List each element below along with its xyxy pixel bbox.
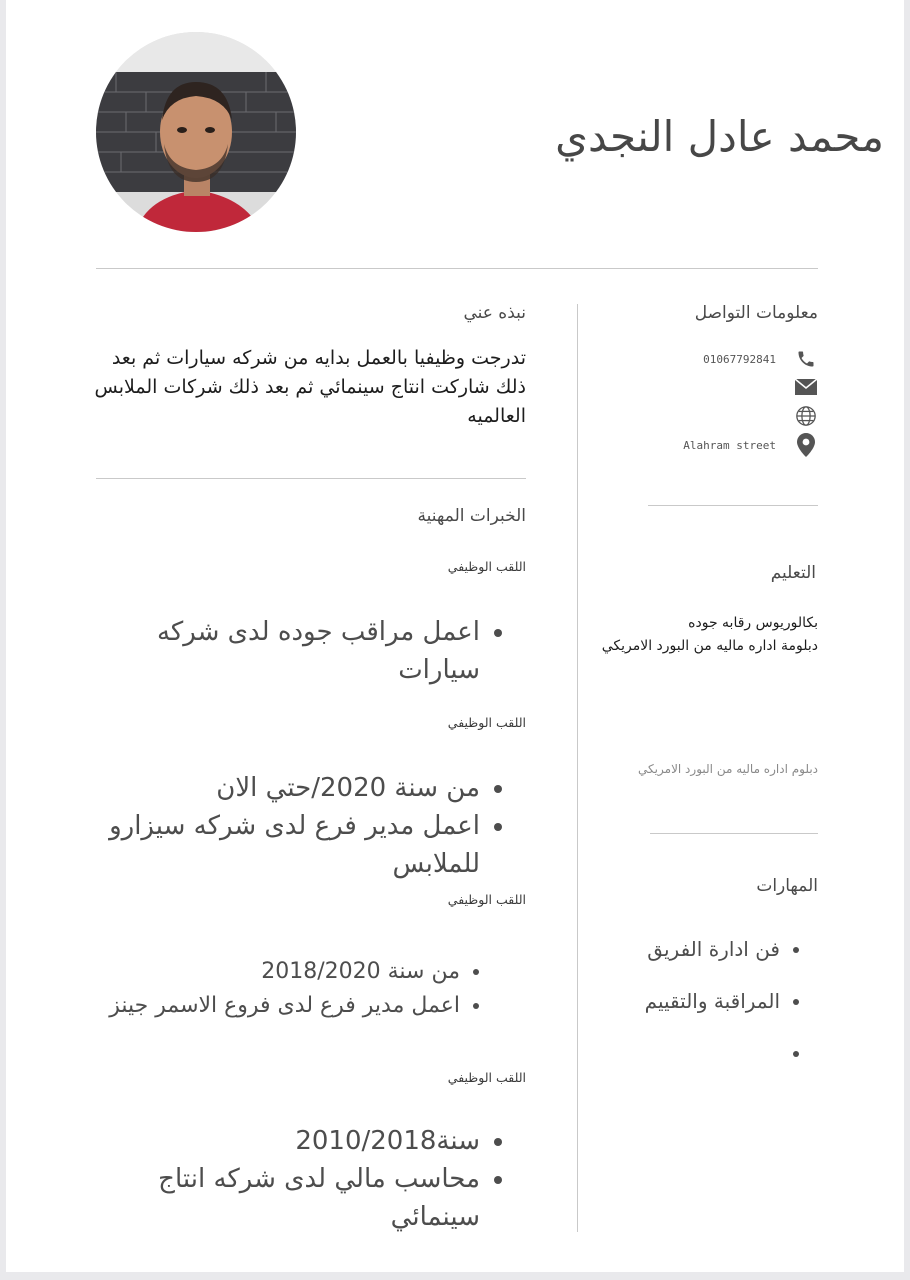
job-details [80,1122,504,1236]
education-line: بكالوريوس رقابه جوده [688,615,818,631]
list-item: • اعمل مدير فرع لدى شركه سيزارو للملابس [80,807,480,883]
list-item: • محاسب مالي لدى شركه انتاج سينمائي [80,1160,480,1236]
resume-page [6,0,904,1272]
skills-heading: المهارات [756,876,818,896]
contact-phone [703,346,818,372]
list-item: • سنة2010/2018 [80,1122,480,1160]
envelope-icon [794,375,818,399]
location-pin-icon [794,433,818,457]
list-item: • من سنة 2020/حتي الان [80,769,480,807]
education-heading: التعليم [770,563,816,583]
contact-website [776,403,818,429]
education-divider [650,833,818,834]
phone-number: 01067792841 [703,352,776,366]
job-title: اللقب الوظيفي [447,892,526,907]
experience-heading: الخبرات المهنية [417,506,526,526]
education-line: دبلومة اداره ماليه من البورد الامريكي [601,638,818,654]
list-item: • المراقبة والتقييم [580,986,780,1016]
about-heading: نبذه عني [463,303,526,323]
list-item: • اعمل مدير فرع لدى فروع الاسمر جينز [80,989,460,1023]
column-divider [577,304,578,1232]
profile-photo [96,32,296,232]
contact-heading: معلومات التواصل [694,303,818,323]
street-address: Alahram street [683,438,776,452]
header-divider [96,268,818,269]
contact-divider [648,505,818,506]
job-details [80,613,504,689]
skills-list [580,934,804,1090]
about-text: تدرجت وظيفيا بالعمل بدايه من شركه سيارات ثم بعد ذلك شاركت انتاج سينمائي ثم بعد ذلك شركات الملابس العالميه [94,347,526,427]
job-title: اللقب الوظيفي [447,559,526,574]
list-item: • فن ادارة الفريق [580,934,780,964]
education-details [578,612,818,658]
phone-icon [794,347,818,371]
person-name: محمد عادل النجدي [555,112,884,161]
about-divider [96,478,526,479]
job-details [80,769,504,883]
job-title: اللقب الوظيفي [447,1070,526,1085]
education-note: دبلوم اداره ماليه من البورد الامريكي [638,762,818,776]
contact-address [683,432,818,458]
list-item: • من سنة 2018/2020 [80,955,460,989]
job-details [80,955,484,1023]
list-item: • اعمل مراقب جوده لدى شركه سيارات [80,613,480,689]
job-title: اللقب الوظيفي [447,715,526,730]
globe-icon [794,404,818,428]
contact-email [776,374,818,400]
list-item [580,1038,780,1068]
